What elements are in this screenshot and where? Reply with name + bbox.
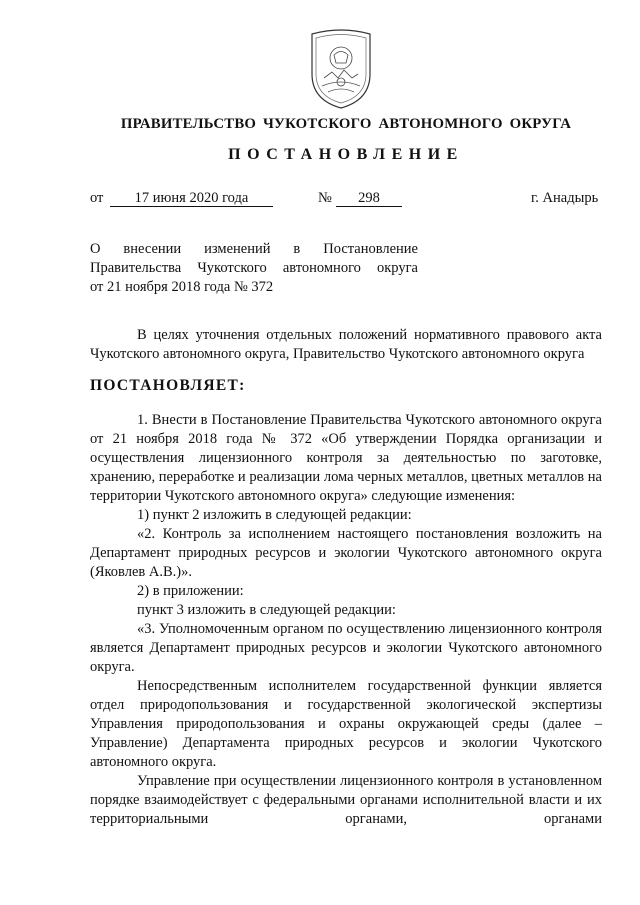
paragraph-2: 1) пункт 2 изложить в следующей редакции: xyxy=(137,507,412,523)
decree-number-value: 298 xyxy=(336,191,402,207)
decree-subject xyxy=(90,240,418,297)
decree-date xyxy=(110,190,273,207)
paragraph-1: 1. Внести в Постановление Правительства Чукотского автономного округа от 21 ноября 2018 года № 372 «Об утверждении Порядка организации и осуществления лицензионного контроля за деятельностью по заготовке, хранению, переработке и реализации лома черных металлов, цветных металлов на территории Чукотского автономного округа» следующие изменения: xyxy=(90,412,602,504)
paragraph-7: Непосредственным исполнителем государственной функции является отдел природопользования и государственной экологической экспертизы Управления природопользования и охраны окружающей среды (далее – Управление) Департамента природных ресурсов и экологии Чукотского автономного округа. xyxy=(90,678,602,770)
government-title: ПРАВИТЕЛЬСТВО ЧУКОТСКОГО АВТОНОМНОГО ОКРУГА xyxy=(120,116,572,132)
document-type-title: ПОСТАНОВЛЕНИЕ xyxy=(228,146,464,163)
paragraph-8: Управление при осуществлении лицензионного контроля в установленном порядке взаимодействует с федеральными органами исполнительной власти и их территориальными органами, органами xyxy=(90,773,602,827)
paragraph-3: «2. Контроль за исполнением настоящего постановления возложить на Департамент природных ресурсов и экологии Чукотского автономного округа (Яковлев А.В.)». xyxy=(90,526,602,580)
date-prefix: от xyxy=(90,190,104,206)
subject-line-1: О внесении изменений в Постановление xyxy=(90,241,418,257)
paragraph-5: пункт 3 изложить в следующей редакции: xyxy=(137,602,396,618)
city: г. Анадырь xyxy=(531,190,599,206)
number-prefix: № xyxy=(318,190,332,206)
paragraph-4: 2) в приложении: xyxy=(137,583,244,599)
subject-line-3: от 21 ноября 2018 года № 372 xyxy=(90,279,274,295)
paragraph-6: «3. Уполномоченным органом по осуществлению лицензионного контроля является Департамент природных ресурсов и экологии Чукотского автономного округа. xyxy=(90,621,602,675)
preamble-text: В целях уточнения отдельных положений нормативного правового акта Чукотского автономного округа, Правительство Чукотского автономного округа xyxy=(90,327,602,362)
preamble xyxy=(90,326,602,364)
resolves-heading: ПОСТАНОВЛЯЕТ: xyxy=(90,377,246,394)
decree-body xyxy=(90,411,602,829)
decree-date-value: 17 июня 2020 года xyxy=(110,191,273,207)
subject-line-2: Правительства Чукотского автономного округа xyxy=(90,260,418,276)
decree-number xyxy=(336,190,402,207)
coat-of-arms-icon xyxy=(306,28,376,110)
